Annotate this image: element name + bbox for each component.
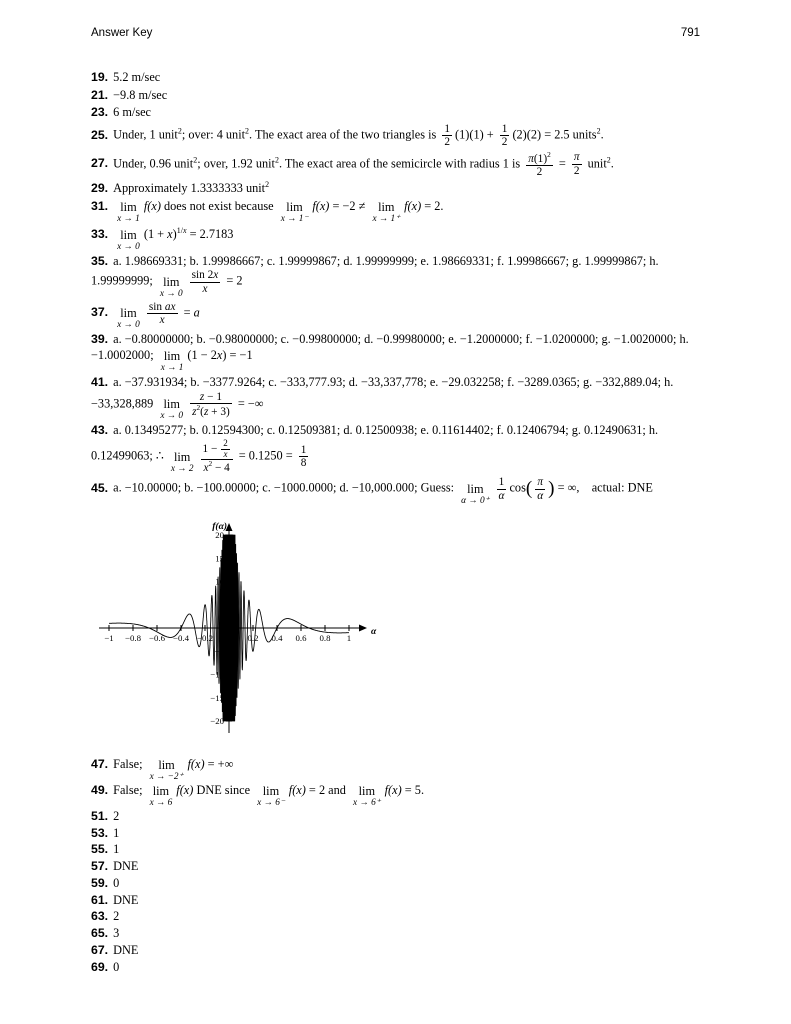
answer-item-57: [91, 859, 709, 875]
text-run: a. −0.80000000; b. −0.98000000; c. −0.99800000; d. −0.99980000; e. −1.2000000; f. −1.0200000; g. −1.0020000; h. −1.0002000;: [91, 332, 689, 363]
superscript: 2: [265, 179, 270, 189]
text-run: =: [180, 305, 194, 320]
text-run: ) = −1: [222, 348, 253, 363]
item-number: 29.: [91, 180, 109, 195]
text-run: sin 2: [191, 269, 214, 282]
limit-expression: [461, 483, 489, 506]
answer-item-33: [91, 226, 709, 252]
fraction: [535, 476, 545, 501]
answer-item-59: [91, 876, 709, 892]
math-italic: f(x): [288, 782, 306, 797]
fraction-numerator: [190, 269, 221, 281]
fraction-denominator: [190, 282, 221, 295]
big-paren: (: [525, 478, 533, 500]
text-run: ∴: [155, 448, 167, 463]
limit-expression: [160, 398, 183, 421]
text-run: = 2.: [421, 198, 444, 213]
math-italic: α: [537, 489, 544, 502]
fraction-numerator: [526, 151, 553, 165]
superscript: 2: [606, 154, 611, 164]
fraction: [442, 123, 452, 148]
lim-word: lim: [158, 757, 175, 772]
math-italic: π: [537, 476, 544, 489]
text-run: sin: [148, 300, 165, 313]
item-number: 31.: [91, 198, 109, 213]
fraction: [190, 269, 221, 294]
text-run: + 3): [208, 405, 230, 418]
limit-expression: [161, 350, 184, 373]
text-run: Under, 1 unit: [113, 127, 178, 142]
x-tick-label: −1: [104, 632, 114, 643]
text-run: 2: [444, 136, 451, 149]
answer-item-51: [91, 809, 709, 825]
fraction-denominator: [221, 449, 230, 460]
answer-item-55: [91, 842, 709, 858]
lim-under: x → 0: [117, 241, 140, 252]
text-run: 2: [536, 165, 543, 178]
y-tick-label: −15: [210, 692, 224, 703]
math-italic: α: [498, 489, 505, 502]
limit-expression: [117, 229, 140, 252]
lim-under: x → 0: [159, 288, 183, 299]
math-italic: f(x): [176, 782, 194, 797]
text-run: 2: [113, 909, 120, 924]
text-run: a. −37.931934; b. −3377.9264; c. −333,777.93; d. −33,337,778; e. −29.032258; f. −3289.0365; g. −332,889.04; h. −33,328,889: [91, 375, 674, 411]
text-run: ; over, 1.92 unit: [197, 155, 275, 170]
answer-item-29: [91, 180, 709, 197]
item-number: 43.: [91, 423, 109, 438]
y-tick-label: 5: [219, 599, 224, 610]
fraction-numerator: [442, 123, 452, 135]
text-run: 1 −: [202, 442, 221, 455]
text-run: ; over: 4 unit: [181, 127, 246, 142]
superscript: 2: [547, 149, 551, 159]
fraction-numerator: [535, 476, 545, 488]
lim-word: lim: [152, 783, 170, 798]
text-run: = +∞: [204, 756, 234, 771]
text-run: − 4: [212, 462, 230, 475]
page-header: [91, 27, 700, 39]
math-italic: x: [213, 269, 219, 282]
math-italic: f(x): [187, 756, 205, 771]
text-run: .: [610, 155, 614, 170]
text-run: −9.8 m/sec: [113, 87, 168, 102]
item-number: 65.: [91, 926, 109, 941]
x-tick-label: −0.2: [197, 632, 213, 643]
fraction-denominator: [147, 313, 178, 326]
x-tick-label: 1: [346, 632, 352, 643]
math-italic: x: [159, 314, 165, 327]
x-tick-label: 0.2: [247, 632, 259, 643]
math-italic: x: [203, 462, 209, 475]
x-tick-label: −0.4: [173, 632, 189, 643]
answer-item-37: [91, 301, 709, 331]
text-run: .: [600, 127, 604, 142]
figure-45-plot: [97, 515, 709, 745]
answers-content: [91, 70, 709, 976]
x-tick-label: −0.6: [149, 632, 165, 643]
fraction: [497, 476, 507, 501]
y-tick-label: −5: [214, 646, 224, 657]
text-run: (1): [533, 152, 548, 165]
fraction: [572, 151, 582, 176]
lim-word: lim: [262, 783, 280, 798]
math-italic: f(x): [312, 198, 330, 213]
text-run: a. −10.00000; b. −100.00000; c. −1000.0000; d. −10,000.000; Guess:: [113, 480, 458, 495]
text-run: 3: [113, 926, 120, 941]
math-italic: x: [202, 282, 208, 295]
math-italic: f(x): [384, 782, 402, 797]
text-run: 1: [113, 842, 120, 857]
item-number: 35.: [91, 253, 109, 268]
text-run: (1 +: [143, 226, 168, 241]
fraction-denominator: [526, 165, 553, 178]
text-run: (1)(1) +: [455, 127, 497, 142]
math-italic: x: [223, 448, 228, 459]
lim-under: x → 6: [149, 797, 173, 808]
fraction-numerator: [299, 444, 309, 456]
item-number: 55.: [91, 842, 109, 857]
text-run: 1: [113, 825, 120, 840]
lim-under: x → 1: [117, 213, 140, 224]
fraction: [526, 151, 553, 178]
text-run: (: [200, 405, 204, 418]
answer-item-23: [91, 105, 709, 121]
answer-item-41: [91, 375, 709, 421]
lim-word: lim: [120, 306, 137, 321]
text-run: 1: [498, 476, 505, 489]
answer-item-45: [91, 476, 709, 506]
lim-under: x → −2⁺: [149, 771, 184, 782]
answer-item-67: [91, 943, 709, 959]
item-number: 27.: [91, 155, 109, 170]
item-number: 61.: [91, 892, 109, 907]
answer-item-63: [91, 909, 709, 925]
math-italic: a: [193, 305, 200, 320]
y-tick-label: −10: [210, 669, 224, 680]
lim-under: x → 1⁺: [372, 213, 401, 224]
limit-expression: [353, 785, 381, 808]
text-run: False;: [113, 756, 146, 771]
x-tick-label: −0.8: [125, 632, 141, 643]
item-number: 69.: [91, 959, 109, 974]
text-run: = −2 ≠: [329, 198, 369, 213]
item-number: 49.: [91, 782, 109, 797]
limit-expression: [117, 307, 140, 330]
item-number: 53.: [91, 825, 109, 840]
item-number: 19.: [91, 70, 109, 84]
lim-word: lim: [358, 783, 376, 798]
answer-item-39: [91, 332, 709, 373]
lim-word: lim: [173, 449, 191, 464]
text-run: 1: [300, 444, 307, 457]
item-number: 25.: [91, 127, 109, 142]
item-number: 51.: [91, 808, 109, 823]
item-number: 41.: [91, 375, 109, 390]
text-run: does not exist because: [160, 198, 277, 213]
lim-word: lim: [378, 199, 395, 214]
function-plot: [97, 515, 387, 745]
limit-expression: [372, 201, 400, 224]
text-run: DNE since: [193, 782, 254, 797]
text-run: DNE: [113, 859, 139, 874]
x-axis-label: α: [371, 626, 377, 637]
fraction: [201, 439, 233, 474]
text-run: = 5.: [401, 782, 425, 797]
text-run: 8: [300, 457, 307, 470]
math-italic: π: [573, 151, 580, 164]
lim-under: x → 1: [160, 363, 184, 374]
fraction-denominator: [500, 135, 510, 148]
fraction-numerator: [500, 123, 510, 135]
text-run: = 2: [223, 273, 243, 288]
text-run: . The exact area of the semicircle with radius 1 is: [278, 155, 524, 170]
answer-item-19: [91, 70, 709, 86]
answer-item-65: [91, 926, 709, 942]
item-number: 45.: [91, 480, 109, 495]
answer-item-35: [91, 254, 709, 299]
item-number: 33.: [91, 226, 109, 241]
y-tick-label: 20: [215, 529, 224, 540]
superscript: [177, 226, 187, 235]
text-run: (2)(2) = 2.5 units: [512, 127, 597, 142]
text-run: − 1: [204, 390, 222, 403]
text-run: unit: [584, 155, 607, 170]
superscript: 2: [245, 126, 250, 136]
lim-word: lim: [163, 274, 180, 289]
text-run: = −∞: [234, 396, 264, 411]
lim-under: α → 0⁺: [461, 495, 490, 506]
fraction-numerator: [147, 301, 178, 313]
fraction: [190, 391, 232, 418]
page-number: 791: [680, 27, 700, 39]
lim-word: lim: [163, 397, 180, 412]
big-paren: ): [548, 478, 555, 500]
lim-under: x → 0: [117, 320, 140, 331]
text-run: 2: [223, 438, 228, 449]
text-run: cos: [509, 480, 526, 495]
x-tick-label: 0.6: [295, 632, 307, 643]
y-tick-label: −20: [210, 715, 224, 726]
text-run: = ∞, actual: DNE: [554, 480, 653, 495]
lim-word: lim: [163, 349, 181, 364]
text-run: DNE: [113, 942, 139, 957]
fraction-numerator: [497, 476, 507, 488]
math-italic: z: [203, 405, 209, 418]
item-number: 67.: [91, 942, 109, 957]
text-run: (1 − 2: [187, 348, 217, 363]
text-run: ): [172, 226, 177, 241]
item-number: 47.: [91, 756, 109, 771]
limit-expression: [117, 201, 140, 224]
item-number: 23.: [91, 105, 109, 120]
fraction-numerator: [221, 439, 230, 449]
text-run: = 0.1250 =: [235, 448, 296, 463]
text-run: a. 1.98669331; b. 1.99986667; c. 1.99999867; d. 1.99999999; e. 1.98669331; f. 1.99986667; g. 1.99999867; h. 1.99999999;: [91, 253, 659, 288]
x-axis-arrow: [359, 624, 367, 631]
y-tick-label: 15: [215, 553, 224, 564]
text-run: 2: [113, 808, 120, 823]
text-run: 1: [501, 123, 508, 136]
math-italic: x: [167, 226, 173, 241]
lim-word: lim: [120, 227, 137, 242]
answer-item-61: [91, 893, 709, 909]
answer-item-47: [91, 757, 709, 782]
fraction-denominator: [572, 164, 582, 177]
math-italic: π: [528, 152, 534, 165]
y-tick-label: 10: [215, 576, 224, 587]
answer-item-53: [91, 826, 709, 842]
answer-item-69: [91, 960, 709, 976]
fraction: [500, 123, 510, 148]
item-number: 57.: [91, 859, 109, 874]
limit-expression: [171, 451, 194, 474]
text-run: a. 0.13495277; b. 0.12594300; c. 0.12509381; d. 0.12500938; e. 0.11614402; f. 0.12406794; g. 0.12490631; h. 0.12499063;: [91, 423, 659, 463]
superscript: 2: [596, 126, 601, 136]
text-run: = 2.7183: [186, 226, 234, 241]
item-number: 39.: [91, 332, 109, 347]
answer-item-49: [91, 783, 709, 808]
x-tick-label: 0.4: [271, 632, 283, 643]
limit-expression: [150, 759, 184, 782]
fraction: [299, 444, 309, 469]
math-italic: x: [216, 348, 223, 363]
text-run: 5.2 m/sec: [113, 70, 161, 84]
lim-word: lim: [467, 481, 484, 496]
item-number: 63.: [91, 909, 109, 924]
text-run: DNE: [113, 892, 139, 907]
answer-item-31: [91, 199, 709, 224]
fraction-denominator: [190, 403, 232, 418]
fraction: [147, 301, 178, 326]
text-run: Approximately 1.3333333 unit: [113, 180, 266, 195]
limit-expression: [257, 785, 285, 808]
x-tick-label: 0.8: [319, 632, 331, 643]
answer-item-27: [91, 151, 709, 178]
lim-under: x → 1⁻: [280, 213, 309, 224]
answers-list-bottom: [91, 757, 709, 975]
text-run: 6 m/sec: [113, 105, 152, 120]
superscript: 2: [193, 154, 198, 164]
answer-item-25: [91, 123, 709, 148]
fraction-denominator: [299, 456, 309, 469]
superscript: 2: [208, 459, 213, 469]
text-run: 2: [501, 136, 508, 149]
text-run: . The exact area of the two triangles is: [249, 127, 440, 142]
fraction-numerator: [201, 439, 233, 459]
math-italic: x: [182, 225, 187, 235]
text-run: Under, 0.96 unit: [113, 155, 194, 170]
fraction: [221, 439, 230, 459]
math-italic: ax: [164, 300, 176, 313]
fraction-denominator: [497, 489, 507, 502]
item-number: 37.: [91, 305, 109, 320]
math-italic: f(x): [404, 198, 422, 213]
math-italic: f(x): [143, 198, 161, 213]
limit-expression: [160, 276, 183, 299]
lim-under: x → 6⁺: [353, 797, 381, 808]
item-number: 21.: [91, 87, 109, 102]
math-italic: z: [199, 390, 205, 403]
text-run: False;: [113, 782, 146, 797]
text-run: 1/: [176, 225, 183, 235]
fraction-denominator: [535, 489, 545, 502]
superscript: 2: [177, 126, 182, 136]
running-head: Answer Key: [91, 27, 153, 39]
text-run: 0: [113, 875, 120, 890]
lim-under: x → 6⁻: [257, 797, 285, 808]
lim-under: x → 2: [170, 463, 194, 474]
item-number: 59.: [91, 875, 109, 890]
limit-expression: [150, 785, 173, 808]
y-axis-label: f(α): [212, 521, 227, 532]
fraction-denominator: [442, 135, 452, 148]
text-run: =: [555, 155, 569, 170]
text-run: 1: [444, 123, 451, 136]
text-run: 2: [573, 164, 580, 177]
lim-under: x → 0: [160, 411, 184, 422]
text-run: = 2 and: [305, 782, 349, 797]
lim-word: lim: [286, 199, 303, 214]
answer-item-21: [91, 88, 709, 104]
fraction-numerator: [190, 391, 232, 403]
math-italic: z: [192, 405, 197, 418]
limit-expression: [281, 201, 309, 224]
superscript: 2: [196, 403, 201, 413]
lim-word: lim: [120, 199, 137, 214]
text-run: 0: [113, 959, 120, 974]
answers-list-top: [91, 70, 709, 506]
fraction-denominator: [201, 459, 233, 474]
fraction-numerator: [572, 151, 582, 163]
superscript: 2: [274, 154, 279, 164]
answer-item-43: [91, 423, 709, 474]
